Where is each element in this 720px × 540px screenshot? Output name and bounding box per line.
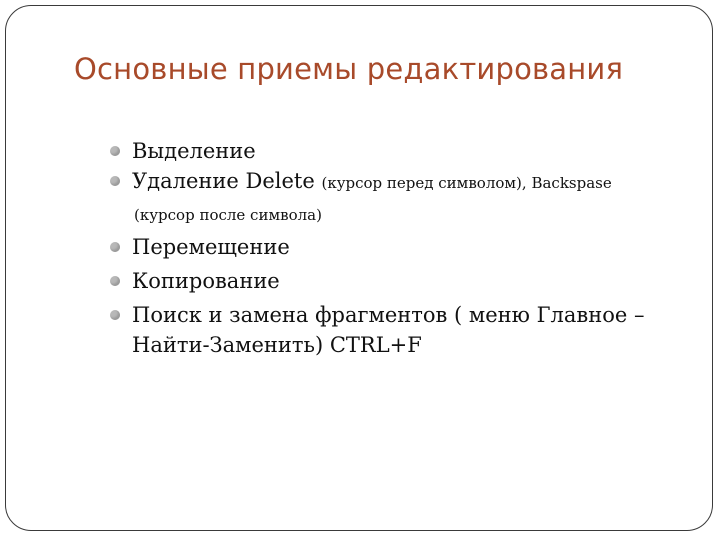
key-delete: Delete	[238, 169, 322, 193]
bullet-icon	[110, 176, 120, 186]
bullet-icon	[110, 310, 120, 320]
bullet-icon	[110, 276, 120, 286]
note-before-symbol: (курсор перед символом),	[321, 174, 532, 192]
bullet-text: Выделение	[132, 139, 256, 163]
bullet-list	[110, 136, 690, 360]
bullet-item-selection	[110, 136, 690, 166]
bullet-text: Перемещение	[132, 235, 290, 259]
slide-frame	[5, 5, 713, 531]
bullet-item-deletion	[110, 166, 690, 232]
bullet-text: Удаление	[132, 169, 239, 193]
bullet-item-move	[110, 232, 690, 262]
bullet-icon	[110, 242, 120, 252]
bullet-text: Поиск и замена фрагментов ( меню Главное – Найти-Заменить)	[132, 303, 645, 357]
bullet-icon	[110, 146, 120, 156]
key-backspace: Backspase	[531, 174, 612, 192]
shortcut-text: CTRL+F	[323, 333, 422, 357]
note-after-symbol: (курсор после символа)	[134, 206, 322, 224]
bullet-item-find-replace	[110, 300, 690, 360]
slide-title: Основные приемы редактирования	[74, 52, 624, 86]
bullet-text: Копирование	[132, 269, 280, 293]
bullet-item-copy	[110, 266, 690, 296]
